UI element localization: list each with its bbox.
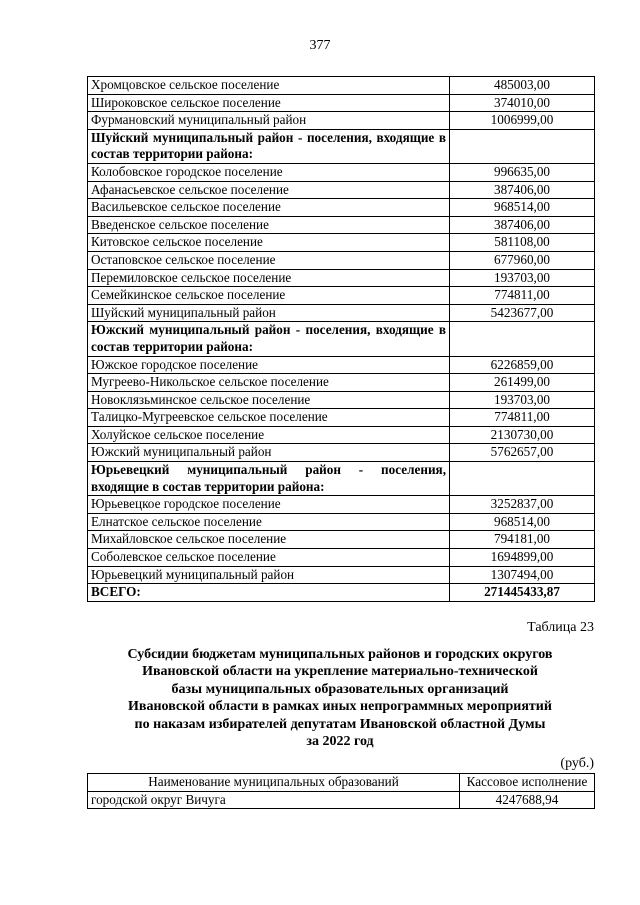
table-row (88, 356, 595, 374)
row-value: 3252837,00 (450, 496, 595, 514)
row-name: Шуйский муниципальный район (88, 304, 450, 322)
row-name: Введенское сельское поселение (88, 216, 450, 234)
row-value: 193703,00 (450, 269, 595, 287)
row-value: 774811,00 (450, 287, 595, 305)
table-row (88, 251, 595, 269)
row-name: Хромцовское сельское поселение (88, 77, 450, 95)
table-label: Таблица 23 (527, 620, 594, 635)
table-row (88, 234, 595, 252)
row-name: Новоклязьминское сельское поселение (88, 391, 450, 409)
group-header-row (88, 129, 595, 163)
row-value: 794181,00 (450, 531, 595, 549)
row-name: Колобовское городское поселение (88, 163, 450, 181)
row-value: 387406,00 (450, 181, 595, 199)
table-row (88, 391, 595, 409)
subsidy-table-body (88, 774, 595, 809)
table-row (88, 566, 595, 584)
table-row (88, 531, 595, 549)
row-name: Южский муниципальный район - поселения, входящие в состав территории района: (88, 322, 450, 356)
title-line: Субсидии бюджетам муниципальных районов и городских округов (127, 647, 553, 662)
row-name: Елнатское сельское поселение (88, 513, 450, 531)
group-header-row (88, 462, 595, 496)
total-label: ВСЕГО: (88, 584, 450, 602)
document-title (80, 646, 600, 750)
table-row (88, 163, 595, 181)
main-table (87, 76, 595, 602)
row-value (450, 129, 595, 163)
row-name: городской округ Вичуга (88, 791, 460, 809)
row-name: Холуйское сельское поселение (88, 426, 450, 444)
table-row (88, 199, 595, 217)
row-name: Юрьевецкий муниципальный район (88, 566, 450, 584)
row-name: Соболевское сельское поселение (88, 549, 450, 567)
table-row (88, 181, 595, 199)
row-name: Перемиловское сельское поселение (88, 269, 450, 287)
row-value: 374010,00 (450, 94, 595, 112)
table-row (88, 216, 595, 234)
table-row (88, 426, 595, 444)
title-line: Ивановской области на укрепление материально-технической (142, 664, 538, 680)
row-value: 387406,00 (450, 216, 595, 234)
row-name: Семейкинское сельское поселение (88, 287, 450, 305)
main-table-body (88, 77, 595, 602)
title-line: базы муниципальных образовательных организаций (171, 681, 509, 697)
table-row (88, 77, 595, 95)
table-row (88, 94, 595, 112)
row-name: Китовское сельское поселение (88, 234, 450, 252)
row-name: Афанасьевское сельское поселение (88, 181, 450, 199)
row-name: Талицко-Мугреевское сельское поселение (88, 409, 450, 427)
row-name: Остаповское сельское поселение (88, 251, 450, 269)
row-name: Мугреево-Никольское сельское поселение (88, 374, 450, 392)
page-number: 377 (309, 38, 331, 53)
row-value: 968514,00 (450, 513, 595, 531)
group-header-row (88, 322, 595, 356)
row-value (450, 322, 595, 356)
table-row (88, 304, 595, 322)
row-value: 774811,00 (450, 409, 595, 427)
title-line: Ивановской области в рамках иных непрограммных мероприятий (128, 699, 552, 715)
row-value: 1694899,00 (450, 549, 595, 567)
row-name: Михайловское сельское поселение (88, 531, 450, 549)
table-row (88, 444, 595, 462)
row-value: 5762657,00 (450, 444, 595, 462)
row-value: 4247688,94 (460, 791, 595, 809)
row-name: Южское городское поселение (88, 356, 450, 374)
row-value: 968514,00 (450, 199, 595, 217)
row-value: 996635,00 (450, 163, 595, 181)
row-name: Широковское сельское поселение (88, 94, 450, 112)
header-name: Наименование муниципальных образований (88, 774, 460, 792)
row-value: 1006999,00 (450, 112, 595, 130)
row-name: Юрьевецкий муниципальный район - поселения, входящие в состав территории района: (88, 462, 450, 496)
header-row (88, 774, 595, 792)
row-name: Васильевское сельское поселение (88, 199, 450, 217)
table-row (88, 287, 595, 305)
row-value: 581108,00 (450, 234, 595, 252)
row-value: 1307494,00 (450, 566, 595, 584)
row-value: 6226859,00 (450, 356, 595, 374)
row-value: 193703,00 (450, 391, 595, 409)
table-row (88, 374, 595, 392)
row-name: Фурмановский муниципальный район (88, 112, 450, 130)
title-line: за 2022 год (306, 734, 374, 750)
table-row (88, 496, 595, 514)
table-row (88, 409, 595, 427)
row-value: 2130730,00 (450, 426, 595, 444)
row-value: 485003,00 (450, 77, 595, 95)
table-row (88, 549, 595, 567)
row-value: 261499,00 (450, 374, 595, 392)
header-value: Кассовое исполнение (460, 774, 595, 792)
row-name: Юрьевецкое городское поселение (88, 496, 450, 514)
subsidy-table (87, 773, 595, 809)
title-line: по наказам избирателей депутатам Ивановской областной Думы (134, 716, 546, 732)
table-row (88, 269, 595, 287)
total-value: 271445433,87 (450, 584, 595, 602)
row-name: Южский муниципальный район (88, 444, 450, 462)
table-row (88, 112, 595, 130)
table-row (88, 513, 595, 531)
row-value (450, 462, 595, 496)
total-row (88, 584, 595, 602)
unit-label: (руб.) (560, 756, 594, 771)
row-name: Шуйский муниципальный район - поселения, входящие в состав территории района: (88, 129, 450, 163)
row-value: 5423677,00 (450, 304, 595, 322)
table-row (88, 791, 595, 809)
row-value: 677960,00 (450, 251, 595, 269)
